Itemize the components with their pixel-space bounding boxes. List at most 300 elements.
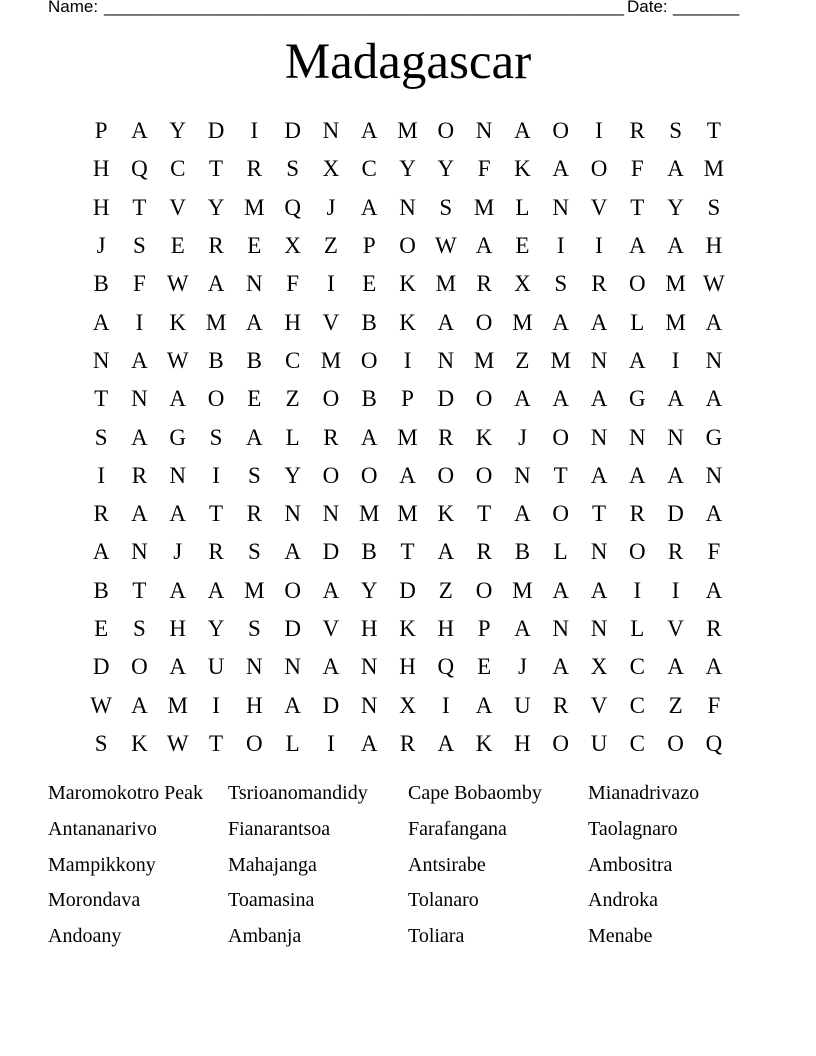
grid-letter[interactable]: A [628, 347, 646, 373]
grid-letter[interactable]: R [591, 271, 607, 297]
grid-letter[interactable]: S [247, 462, 261, 488]
grid-letter[interactable]: O [552, 118, 570, 144]
grid-letter[interactable]: N [590, 347, 608, 373]
grid-letter[interactable]: N [705, 462, 723, 488]
grid-letter[interactable]: H [92, 156, 110, 182]
grid-letter[interactable]: Y [284, 462, 301, 488]
grid-letter[interactable]: G [628, 386, 646, 412]
grid-letter[interactable]: A [514, 501, 531, 527]
grid-row [82, 725, 733, 763]
grid-letter[interactable]: D [284, 616, 301, 641]
grid-letter[interactable]: A [207, 577, 225, 603]
grid-letter[interactable]: M [167, 692, 188, 718]
grid-letter[interactable]: I [556, 233, 565, 259]
grid-letter[interactable]: I [327, 271, 335, 297]
grid-letter[interactable]: A [92, 309, 110, 335]
grid-letter[interactable]: A [667, 654, 684, 680]
grid-letter[interactable]: M [397, 118, 418, 144]
grid-letter[interactable]: H [246, 692, 263, 718]
grid-letter[interactable]: W [166, 271, 189, 297]
grid-letter[interactable]: C [361, 156, 377, 182]
grid-letter[interactable]: A [590, 309, 608, 335]
grid-letter[interactable]: B [246, 347, 262, 373]
grid-letter[interactable]: H [169, 616, 187, 641]
grid-letter[interactable]: M [397, 501, 418, 527]
grid-letter[interactable]: O [437, 462, 455, 488]
grid-letter[interactable]: O [475, 309, 493, 335]
grid-letter[interactable]: Y [207, 616, 225, 641]
grid-letter[interactable]: J [326, 194, 336, 220]
grid-letter[interactable]: U [514, 692, 531, 718]
grid-letter[interactable]: V [322, 309, 340, 335]
grid-letter[interactable]: I [671, 347, 680, 373]
grid-letter[interactable]: X [514, 271, 531, 297]
grid-letter[interactable]: O [552, 424, 570, 450]
grid-letter[interactable]: N [92, 347, 110, 373]
grid-letter[interactable]: S [554, 271, 568, 297]
grid-letter[interactable]: T [706, 118, 721, 144]
grid-letter[interactable]: T [209, 730, 224, 756]
grid-letter[interactable]: A [437, 309, 455, 335]
grid-letter[interactable]: H [92, 194, 110, 220]
grid-letter[interactable]: S [209, 424, 223, 450]
grid-letter[interactable]: M [512, 309, 533, 335]
grid-letter[interactable]: N [705, 347, 723, 373]
grid-letter[interactable]: S [94, 424, 108, 450]
grid-letter[interactable]: F [707, 539, 721, 565]
grid-letter[interactable]: I [250, 118, 259, 144]
grid-letter[interactable]: N [284, 501, 301, 527]
grid-letter[interactable]: O [399, 233, 416, 259]
grid-letter[interactable]: E [170, 233, 185, 259]
grid-letter[interactable]: R [93, 501, 109, 527]
grid-letter[interactable]: B [361, 386, 377, 412]
grid-letter[interactable]: A [705, 577, 723, 603]
grid-letter[interactable]: T [477, 501, 492, 527]
grid-letter[interactable]: R [476, 271, 492, 297]
grid-letter[interactable]: M [550, 347, 571, 373]
grid-letter[interactable]: A [667, 156, 684, 182]
grid-letter[interactable]: C [629, 692, 645, 718]
grid-letter[interactable]: M [359, 501, 380, 527]
grid-letter[interactable]: H [399, 654, 416, 680]
grid-letter[interactable]: A [92, 539, 110, 565]
grid-letter[interactable]: R [706, 616, 722, 641]
word-list-item: Mahajanga [228, 853, 317, 876]
grid-letter[interactable]: F [707, 692, 721, 718]
grid-letter[interactable]: M [665, 271, 686, 297]
grid-letter[interactable]: N [399, 194, 416, 220]
grid-letter[interactable]: N [322, 118, 340, 144]
grid-letter[interactable]: O [284, 577, 301, 603]
grid-letter[interactable]: C [629, 654, 645, 680]
grid-letter[interactable]: W [166, 730, 189, 756]
grid-letter[interactable]: Y [169, 118, 187, 144]
grid-letter[interactable]: N [552, 616, 570, 641]
grid-letter[interactable]: W [434, 233, 457, 259]
grid-letter[interactable]: V [667, 616, 684, 641]
grid-letter[interactable]: S [669, 118, 682, 144]
grid-letter[interactable]: S [94, 730, 108, 756]
grid-letter[interactable]: H [705, 233, 723, 259]
grid-letter[interactable]: B [208, 347, 224, 373]
date-field[interactable]: _______ [673, 0, 740, 16]
grid-letter[interactable]: B [93, 271, 109, 297]
grid-letter[interactable]: R [246, 501, 262, 527]
grid-letter[interactable]: S [707, 194, 721, 220]
grid-letter[interactable]: R [629, 501, 645, 527]
grid-letter[interactable]: I [595, 118, 603, 144]
grid-letter[interactable]: H [437, 616, 455, 641]
grid-letter[interactable]: O [131, 654, 148, 680]
grid-letter[interactable]: A [705, 501, 723, 527]
grid-letter[interactable]: R [246, 156, 262, 182]
grid-letter[interactable]: D [322, 692, 340, 718]
grid-letter[interactable]: V [590, 194, 608, 220]
grid-letter[interactable]: O [360, 462, 378, 488]
grid-letter[interactable]: A [246, 309, 263, 335]
grid-letter[interactable]: A [552, 654, 570, 680]
grid-letter[interactable]: R [399, 730, 416, 756]
grid-letter[interactable]: R [208, 233, 224, 259]
grid-letter[interactable]: A [514, 118, 531, 144]
grid-letter[interactable]: O [667, 730, 684, 756]
word-list-item: Antananarivo [48, 817, 157, 840]
grid-letter[interactable]: A [628, 233, 646, 259]
grid-letter[interactable]: A [360, 194, 378, 220]
grid-letter[interactable]: B [93, 577, 109, 603]
grid-letter[interactable]: B [361, 539, 377, 565]
grid-letter[interactable]: K [169, 309, 187, 335]
grid-letter[interactable]: Q [705, 730, 723, 756]
grid-letter[interactable]: Y [667, 194, 684, 220]
grid-letter[interactable]: W [90, 692, 112, 718]
grid-letter[interactable]: A [246, 424, 263, 450]
grid-letter[interactable]: J [517, 654, 527, 680]
grid-letter[interactable]: E [247, 233, 262, 259]
grid-letter[interactable]: A [705, 386, 723, 412]
grid-letter[interactable]: A [360, 118, 378, 144]
grid-letter[interactable]: T [400, 539, 415, 565]
grid-letter[interactable]: B [514, 539, 531, 565]
grid-letter[interactable]: I [212, 692, 220, 718]
grid-letter[interactable]: N [131, 539, 148, 565]
grid-letter[interactable]: I [97, 462, 105, 488]
grid-letter[interactable]: A [169, 577, 187, 603]
grid-letter[interactable]: D [437, 386, 455, 412]
grid-letter[interactable]: Q [284, 194, 301, 220]
grid-letter[interactable]: N [246, 654, 263, 680]
grid-letter[interactable]: O [590, 156, 608, 182]
grid-letter[interactable]: F [133, 271, 146, 297]
grid-letter[interactable]: Z [323, 233, 338, 259]
grid-letter[interactable]: A [131, 501, 148, 527]
grid-letter[interactable]: P [477, 616, 491, 641]
grid-letter[interactable]: A [667, 386, 684, 412]
grid-letter[interactable]: M [473, 347, 495, 373]
grid-letter[interactable]: N [131, 386, 148, 412]
grid-letter[interactable]: O [475, 577, 493, 603]
grid-letter[interactable]: K [475, 730, 493, 756]
grid-letter[interactable]: H [514, 730, 531, 756]
grid-letter[interactable]: M [473, 194, 495, 220]
grid-letter[interactable]: G [705, 424, 723, 450]
grid-letter[interactable]: Z [285, 386, 300, 412]
grid-letter[interactable]: D [92, 654, 110, 680]
grid-letter[interactable]: I [671, 577, 680, 603]
grid-letter[interactable]: A [284, 692, 301, 718]
grid-letter[interactable]: Z [668, 692, 683, 718]
grid-letter[interactable]: N [284, 654, 301, 680]
grid-letter[interactable]: A [399, 462, 416, 488]
grid-letter[interactable]: T [94, 386, 109, 412]
grid-letter[interactable]: A [552, 386, 570, 412]
grid-letter[interactable]: F [286, 271, 300, 297]
grid-letter[interactable]: L [285, 730, 300, 756]
grid-letter[interactable]: L [630, 309, 645, 335]
grid-letter[interactable]: N [360, 654, 378, 680]
grid-letter[interactable]: A [590, 577, 608, 603]
grid-letter[interactable]: R [476, 539, 492, 565]
grid-letter[interactable]: O [360, 347, 378, 373]
grid-letter[interactable]: R [131, 462, 148, 488]
grid-row [82, 150, 733, 188]
grid-letter[interactable]: D [207, 118, 225, 144]
grid-letter[interactable]: A [437, 539, 455, 565]
grid-letter[interactable]: A [169, 501, 187, 527]
grid-letter[interactable]: N [360, 692, 378, 718]
grid-letter[interactable]: Y [437, 156, 455, 182]
grid-letter[interactable]: M [244, 577, 265, 603]
grid-letter[interactable]: A [667, 233, 684, 259]
grid-letter[interactable]: D [322, 539, 340, 565]
grid-letter[interactable]: R [629, 118, 645, 144]
grid-letter[interactable]: I [403, 347, 412, 373]
grid-letter[interactable]: A [552, 309, 570, 335]
word-list-item: Maromokotro Peak [48, 782, 203, 804]
grid-letter[interactable]: C [170, 156, 186, 182]
grid-letter[interactable]: A [475, 692, 493, 718]
grid-letter[interactable]: K [399, 271, 416, 297]
grid-letter[interactable]: N [552, 194, 570, 220]
grid-letter[interactable]: O [628, 271, 646, 297]
name-field[interactable]: _______________________________________________________ [104, 0, 625, 16]
grid-letter[interactable]: P [401, 386, 414, 412]
grid-letter[interactable]: T [132, 577, 147, 603]
grid-letter[interactable]: O [322, 462, 340, 488]
grid-letter[interactable]: F [630, 156, 644, 182]
grid-letter[interactable]: J [173, 539, 183, 565]
grid-letter[interactable]: K [514, 156, 531, 182]
grid-letter[interactable]: E [477, 654, 492, 680]
grid-letter[interactable]: M [397, 424, 418, 450]
grid-letter[interactable]: A [131, 692, 148, 718]
grid-letter[interactable]: E [515, 233, 530, 259]
grid-letter[interactable]: E [247, 386, 262, 412]
grid-letter[interactable]: N [169, 462, 187, 488]
grid-letter[interactable]: M [205, 309, 227, 335]
grid-letter[interactable]: K [437, 501, 455, 527]
grid-letter[interactable]: Z [438, 577, 453, 603]
grid-letter[interactable]: P [362, 233, 376, 259]
grid-letter[interactable]: Y [207, 194, 225, 220]
grid-letter[interactable]: A [169, 654, 187, 680]
grid-letter[interactable]: D [399, 577, 416, 603]
grid-letter[interactable]: X [590, 654, 608, 680]
grid-letter[interactable]: A [131, 118, 148, 144]
grid-letter[interactable]: A [514, 386, 531, 412]
grid-letter[interactable]: V [322, 616, 340, 641]
grid-letter[interactable]: H [284, 309, 301, 335]
grid-letter[interactable]: T [553, 462, 568, 488]
grid-letter[interactable]: A [284, 539, 301, 565]
grid-letter[interactable]: U [207, 654, 225, 680]
grid-letter[interactable]: T [591, 501, 607, 527]
grid-letter[interactable]: S [439, 194, 453, 220]
grid-letter[interactable]: R [438, 424, 454, 450]
grid-letter[interactable]: U [590, 730, 608, 756]
grid-letter[interactable]: A [131, 424, 148, 450]
grid-letter[interactable]: L [630, 616, 645, 641]
grid-letter[interactable]: N [667, 424, 684, 450]
grid-letter[interactable]: X [399, 692, 416, 718]
grid-letter[interactable]: N [514, 462, 531, 488]
grid-letter[interactable]: O [552, 501, 570, 527]
grid-letter[interactable]: I [327, 730, 335, 756]
grid-letter[interactable]: A [437, 730, 455, 756]
grid-letter[interactable]: C [629, 730, 645, 756]
grid-letter[interactable]: V [169, 194, 187, 220]
grid-letter[interactable]: M [244, 194, 265, 220]
grid-letter[interactable]: T [209, 156, 224, 182]
grid-letter[interactable]: I [212, 462, 220, 488]
grid-letter[interactable]: K [399, 309, 416, 335]
grid-letter[interactable]: I [441, 692, 450, 718]
grid-letter[interactable]: T [209, 501, 224, 527]
grid-letter[interactable]: M [512, 577, 533, 603]
grid-letter[interactable]: B [361, 309, 377, 335]
grid-letter[interactable]: A [628, 462, 646, 488]
grid-letter[interactable]: V [590, 692, 608, 718]
grid-letter[interactable]: Q [131, 156, 148, 182]
grid-letter[interactable]: A [590, 386, 608, 412]
grid-letter[interactable]: R [553, 692, 569, 718]
grid-letter[interactable]: O [246, 730, 263, 756]
grid-letter[interactable]: A [705, 654, 723, 680]
grid-letter[interactable]: C [284, 347, 301, 373]
grid-letter[interactable]: I [135, 309, 144, 335]
grid-letter[interactable]: O [437, 118, 455, 144]
grid-letter[interactable]: E [94, 616, 109, 641]
grid-letter[interactable]: E [362, 271, 377, 297]
word-list-row [48, 816, 788, 852]
grid-letter[interactable]: K [399, 616, 416, 641]
grid-letter[interactable]: P [94, 118, 108, 144]
grid-letter[interactable]: Q [437, 654, 455, 680]
grid-letter[interactable]: A [475, 233, 493, 259]
grid-letter[interactable]: D [284, 118, 301, 144]
grid-letter[interactable]: J [517, 424, 527, 450]
grid-letter[interactable]: T [132, 194, 147, 220]
grid-letter[interactable]: N [628, 424, 646, 450]
grid-row [82, 265, 733, 303]
grid-letter[interactable]: R [667, 539, 684, 565]
grid-letter[interactable]: Y [399, 156, 416, 182]
grid-letter[interactable]: A [131, 347, 148, 373]
grid-letter[interactable]: O [628, 539, 646, 565]
grid-letter[interactable]: N [590, 539, 608, 565]
grid-letter[interactable]: A [207, 271, 225, 297]
grid-letter[interactable]: Y [360, 577, 378, 603]
grid-letter[interactable]: O [322, 386, 340, 412]
grid-letter[interactable]: F [477, 156, 491, 182]
grid-letter[interactable]: X [322, 156, 340, 182]
grid-letter[interactable]: M [703, 156, 725, 182]
grid-letter[interactable]: N [590, 616, 608, 641]
grid-letter[interactable]: W [166, 347, 189, 373]
grid-letter[interactable]: G [169, 424, 187, 450]
grid-letter[interactable]: S [133, 616, 146, 641]
grid-letter[interactable]: I [633, 577, 642, 603]
grid-letter[interactable]: A [590, 462, 608, 488]
grid-letter[interactable]: A [322, 654, 340, 680]
grid-letter[interactable]: N [590, 424, 608, 450]
grid-letter[interactable]: L [515, 194, 530, 220]
grid-letter[interactable]: O [552, 730, 570, 756]
grid-letter[interactable]: D [667, 501, 684, 527]
grid-row [82, 418, 733, 456]
grid-letter[interactable]: R [208, 539, 224, 565]
grid-letter[interactable]: T [630, 194, 645, 220]
grid-letter[interactable]: A [169, 386, 187, 412]
grid-letter[interactable]: J [96, 233, 106, 259]
grid-letter[interactable]: M [665, 309, 686, 335]
grid-letter[interactable]: O [207, 386, 225, 412]
grid-letter[interactable]: A [667, 462, 684, 488]
grid-letter[interactable]: O [475, 386, 493, 412]
grid-letter[interactable]: H [360, 616, 378, 641]
grid-letter[interactable]: Z [515, 347, 530, 373]
grid-letter[interactable]: S [286, 156, 300, 182]
grid-letter[interactable]: A [360, 424, 378, 450]
grid-letter[interactable]: M [435, 271, 457, 297]
grid-letter[interactable]: A [705, 309, 723, 335]
grid-letter[interactable]: A [552, 156, 570, 182]
grid-letter[interactable]: K [475, 424, 493, 450]
grid-letter[interactable]: N [475, 118, 493, 144]
grid-letter[interactable]: A [322, 577, 340, 603]
grid-letter[interactable]: A [514, 616, 531, 641]
grid-letter[interactable]: I [595, 233, 603, 259]
grid-letter[interactable]: N [437, 347, 455, 373]
grid-letter[interactable]: M [320, 347, 342, 373]
grid-letter[interactable]: L [285, 424, 300, 450]
grid-letter[interactable]: S [133, 233, 146, 259]
grid-letter[interactable]: K [131, 730, 148, 756]
grid-letter[interactable]: R [323, 424, 339, 450]
grid-letter[interactable]: W [703, 271, 725, 297]
grid-letter[interactable]: A [360, 730, 378, 756]
grid-letter[interactable]: N [246, 271, 263, 297]
grid-letter[interactable]: A [552, 577, 570, 603]
grid-letter[interactable]: N [322, 501, 340, 527]
grid-letter[interactable]: S [247, 616, 261, 641]
grid-letter[interactable]: S [247, 539, 261, 565]
page-title: Madagascar [284, 34, 532, 90]
grid-letter[interactable]: X [284, 233, 301, 259]
grid-letter[interactable]: L [553, 539, 568, 565]
grid-letter[interactable]: O [475, 462, 493, 488]
